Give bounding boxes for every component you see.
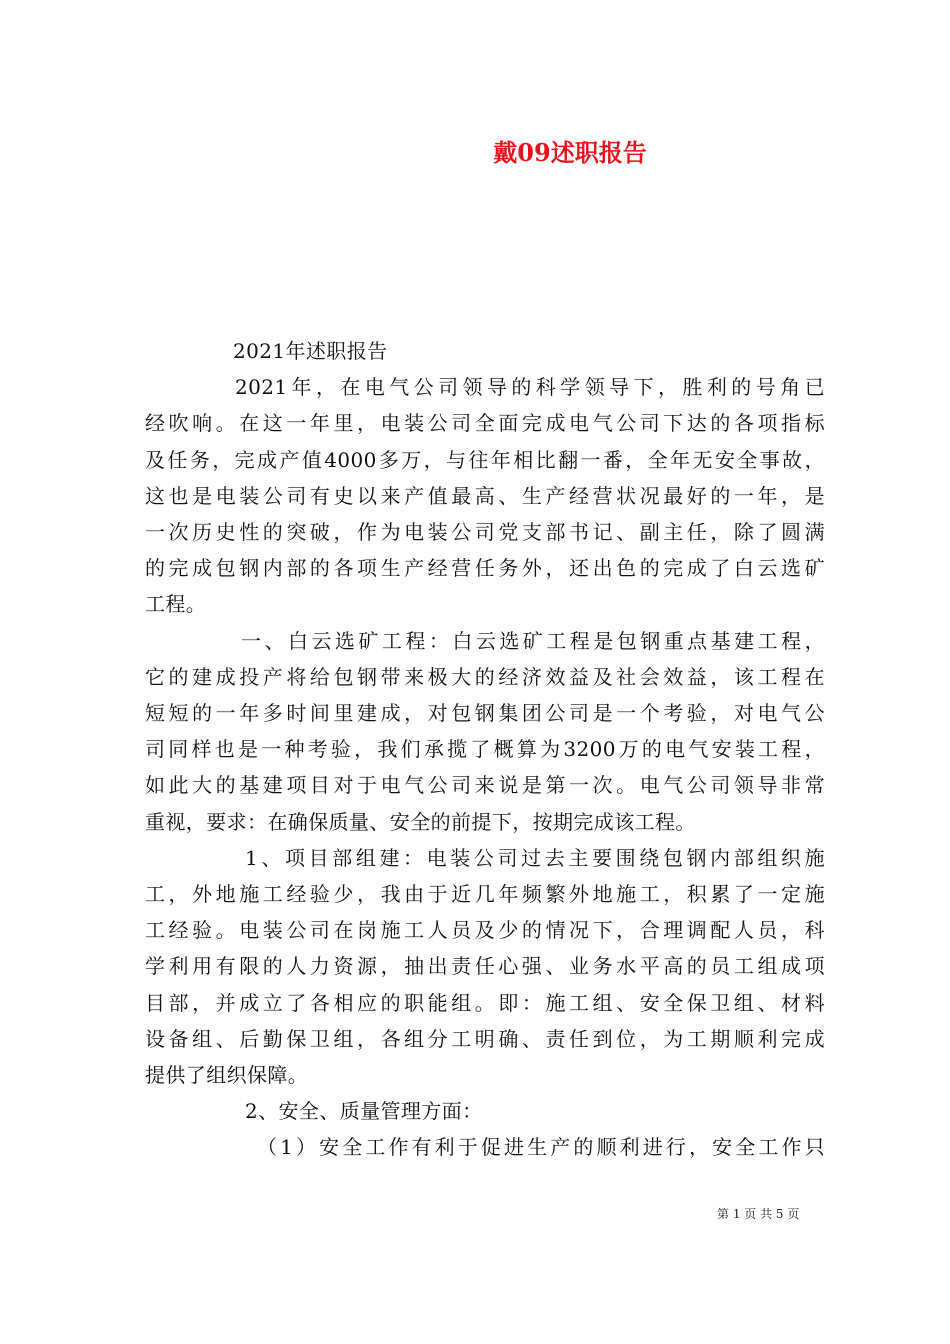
text-line: 1、项目部组建：电装公司过去主要围绕包钢内部组织施 — [245, 845, 825, 870]
text-line: 2021年述职报告 — [233, 339, 388, 363]
paragraph-intro — [145, 369, 825, 622]
text-line: 这也是电装公司有史以来产值最高、生产经营状况最好的一年，是 — [145, 483, 825, 508]
text-line: 工经验。电装公司在岗施工人员及少的情况下，合理调配人员，科 — [145, 918, 825, 943]
text-line: 如此大的基建项目对于电气公司来说是第一次。电气公司领导非常 — [145, 773, 825, 798]
paragraph-section-1 — [145, 623, 825, 840]
document-body — [145, 333, 825, 1166]
text-line: 工程。 — [145, 592, 207, 617]
text-line: 目部，并成立了各相应的职能组。即：施工组、安全保卫组、材料 — [145, 990, 825, 1015]
text-line: 的完成包钢内部的各项生产经营任务外，还出色的完成了白云选矿 — [145, 556, 825, 581]
text-line: 司同样也是一种考验，我们承揽了概算为3200万的电气安装工程， — [145, 737, 825, 762]
text-line: 一次历史性的突破，作为电装公司党支部书记、副主任，除了圆满 — [145, 520, 825, 545]
text-line: 及任务，完成产值4000多万，与往年相比翻一番，全年无安全事故， — [145, 447, 825, 472]
document-title: 戴09述职报告 — [493, 138, 647, 167]
text-line: 重视，要求：在确保质量、安全的前提下，按期完成该工程。 — [145, 809, 696, 834]
paragraph-section-1-2 — [145, 1093, 825, 1129]
text-line: 学利用有限的人力资源，抽出责任心强、业务水平高的员工组成项 — [145, 954, 825, 979]
paragraph-section-1-1 — [145, 840, 825, 1093]
text-line: 一、白云选矿工程：白云选矿工程是包钢重点基建工程， — [241, 628, 825, 653]
page-number-footer: 第 1 页 共 5 页 — [717, 1207, 800, 1221]
text-line: 经吹响。在这一年里，电装公司全面完成电气公司下达的各项指标 — [145, 411, 825, 436]
text-line: 2、安全、质量管理方面： — [245, 1099, 483, 1124]
text-line: 提供了组织保障。 — [145, 1063, 309, 1088]
text-line: 设备组、后勤保卫组，各组分工明确、责任到位，为工期顺利完成 — [145, 1026, 825, 1051]
text-line: 工，外地施工经验少，我由于近几年频繁外地施工，积累了一定施 — [145, 882, 825, 907]
text-line: 2021年，在电气公司领导的科学领导下，胜利的号角已 — [235, 375, 825, 400]
text-line: （1）安全工作有利于促进生产的顺利进行，安全工作只 — [257, 1135, 825, 1160]
text-line: 它的建成投产将给包钢带来极大的经济效益及社会效益，该工程在 — [145, 664, 825, 689]
paragraph-section-1-2-1 — [145, 1129, 825, 1165]
report-heading — [145, 333, 825, 369]
text-line: 短短的一年多时间里建成，对包钢集团公司是一个考验，对电气公 — [145, 701, 825, 726]
